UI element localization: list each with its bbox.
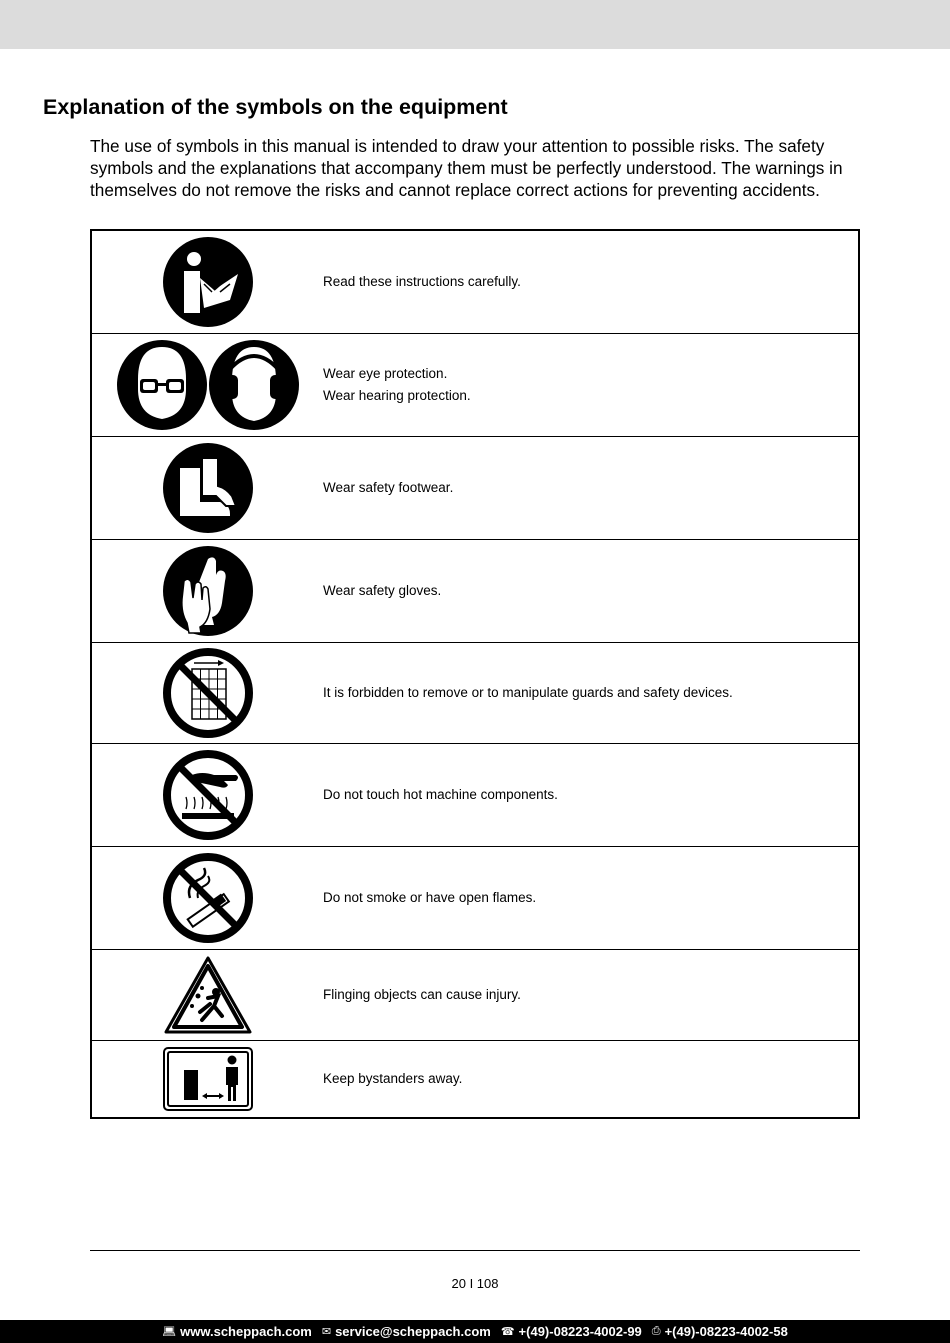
symbol-text: It is forbidden to remove or to manipulate guards and safety devices. [323,684,733,700]
symbol-text: Read these instructions carefully. [323,273,521,289]
table-row [91,539,859,642]
website-link[interactable]: www.scheppach.com [180,1324,312,1339]
read-manual-icon [162,236,254,328]
symbol-text: Wear safety gloves. [323,582,442,598]
table-row [91,230,859,333]
symbol-text: Wear safety footwear. [323,479,454,495]
page-number: 20 I 108 [451,1276,499,1291]
symbol-text: Flinging objects can cause injury. [323,986,521,1002]
table-row [91,642,859,743]
table-row [91,333,859,436]
page-title: Explanation of the symbols on the equipment [43,95,508,119]
table-row [91,846,859,949]
symbol-text: Do not smoke or have open flames. [323,889,537,905]
email-link[interactable]: service@scheppach.com [335,1324,491,1339]
top-bar [0,0,950,49]
no-touch-hot-icon [162,749,254,841]
flying-objects-warning-icon [162,954,254,1036]
symbol-text: Do not touch hot machine components. [323,786,558,802]
fax-number: +(49)-08223-4002-58 [664,1324,788,1339]
symbol-text: Keep bystanders away. [323,1070,463,1086]
no-guard-removal-icon [162,647,254,739]
phone-number: +(49)-08223-4002-99 [518,1324,642,1339]
phone-icon: ☎ [500,1326,515,1338]
table-row [91,949,859,1040]
contact-bar [0,1320,950,1343]
no-smoking-icon [162,852,254,944]
intro-paragraph: The use of symbols in this manual is intended to draw your attention to possible risks. The safety symbols and the explanations that accompany them must be perfectly understood. The warnings in themselves do not remove the risks and cannot replace correct actions for preventing accidents. [90,136,843,200]
keep-distance-icon [162,1046,254,1112]
symbol-table [90,229,860,1119]
fax-icon: ⎙ [651,1325,661,1337]
eye-and-hearing-protection-icon [116,339,300,431]
safety-footwear-icon [162,442,254,534]
symbol-text: Wear eye protection. [323,365,448,381]
email-icon: ✉ [321,1326,332,1338]
table-row [91,436,859,539]
symbol-text: Wear hearing protection. [323,387,471,403]
table-row [91,743,859,846]
footer-divider [90,1250,860,1251]
safety-gloves-icon [162,545,254,637]
table-row [91,1040,859,1118]
computer-icon: 💻︎ [162,1326,177,1338]
